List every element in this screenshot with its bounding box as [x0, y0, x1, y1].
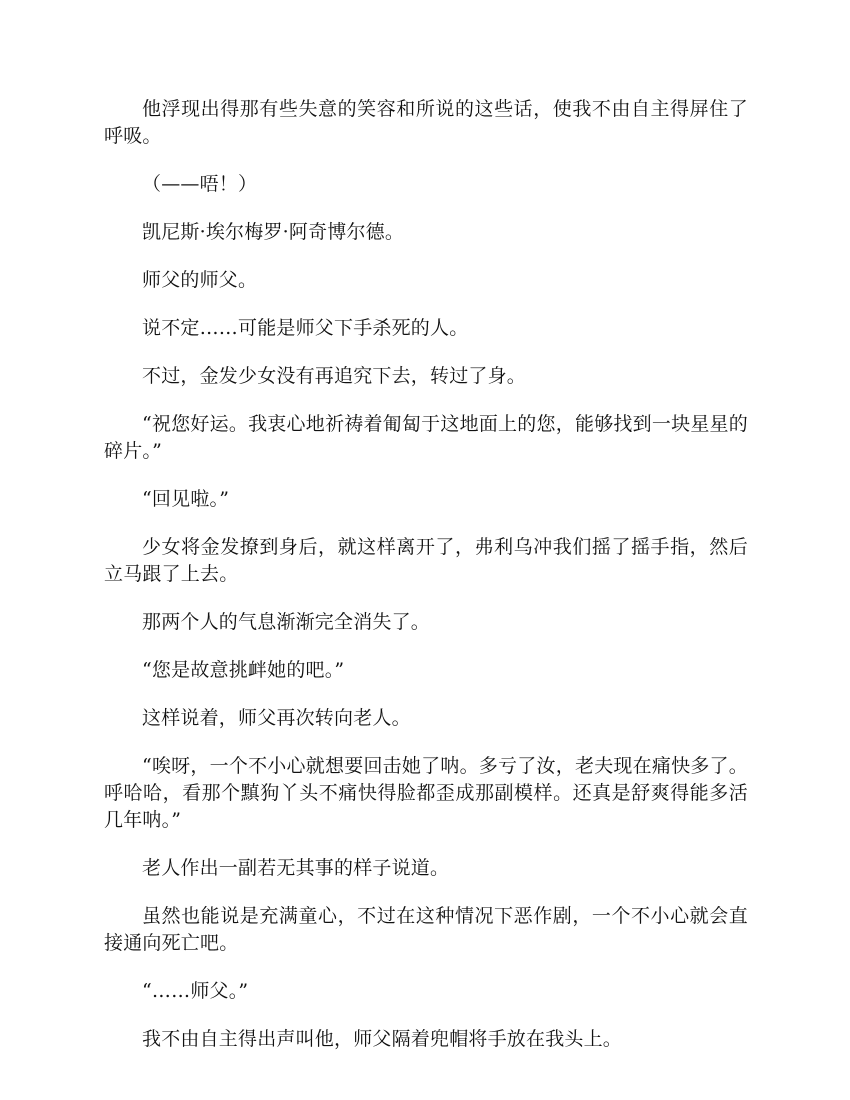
paragraph: 他浮现出得那有些失意的笑容和所说的这些话，使我不由自主得屏住了呼吸。 [104, 98, 748, 147]
paragraph: 虽然也能说是充满童心，不过在这种情况下恶作剧，一个不小心就会直接通向死亡吧。 [104, 905, 748, 954]
paragraph: “祝您好运。我衷心地祈祷着匍匐于这地面上的您，能够找到一块星星的碎片。” [104, 413, 748, 462]
paragraph: 不过，金发少女没有再追究下去，转过了身。 [142, 365, 527, 387]
paragraph: 我不由自主得出声叫他，师父隔着兜帽将手放在我头上。 [142, 1028, 623, 1050]
paragraph: 凯尼斯·埃尔梅罗·阿奇博尔德。 [142, 221, 405, 243]
paragraph: 老人作出一副若无其事的样子说道。 [142, 857, 450, 879]
paragraph: 这样说着，师父再次转向老人。 [142, 707, 411, 729]
body-text [104, 96, 748, 1074]
paragraph: “唉呀，一个不小心就想要回击她了呐。多亏了汝，老夫现在痛快多了。呼哈哈，看那个黰狗丫头不痛快得脸都歪成那副模样。还真是舒爽得能多活几年呐。” [104, 755, 748, 831]
paragraph: “……师父。” [142, 980, 249, 1002]
paragraph: 说不定……可能是师父下手杀死的人。 [142, 317, 469, 339]
paragraph: “您是故意挑衅她的吧。” [142, 659, 345, 681]
paragraph: 少女将金发撩到身后，就这样离开了，弗利乌冲我们摇了摇手指，然后立马跟了上去。 [104, 536, 748, 585]
paragraph: （——唔！） [142, 173, 258, 195]
paragraph: 师父的师父。 [142, 269, 258, 291]
paragraph: 那两个人的气息渐渐完全消失了。 [142, 611, 431, 633]
paragraph: “回见啦。” [142, 488, 230, 510]
